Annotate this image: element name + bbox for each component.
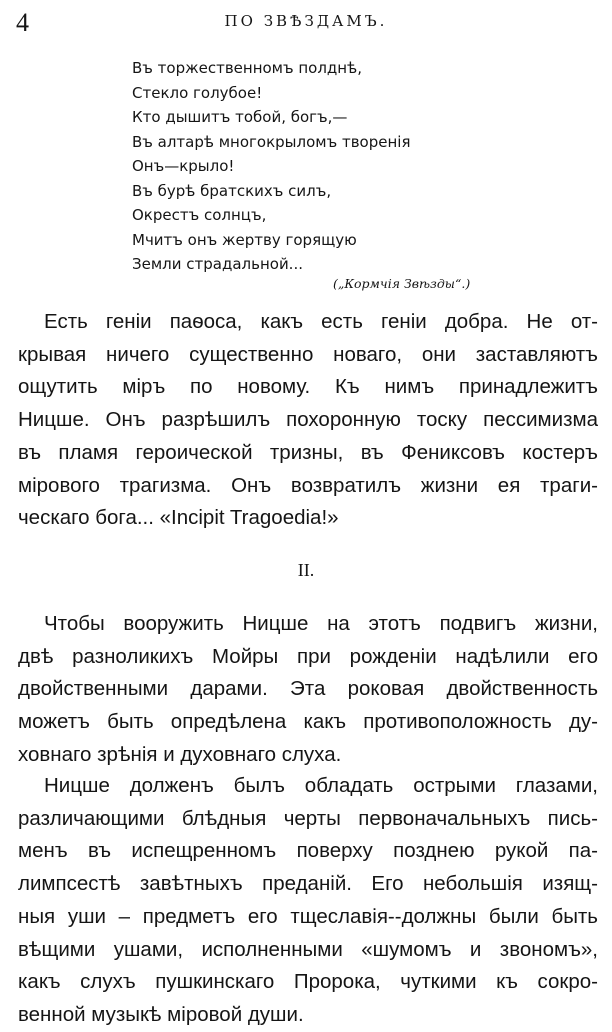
poem-line: Мчитъ онъ жертву горящую [132, 230, 357, 249]
text-line: двѣ разноликихъ Мойры при рожденіи надѣлили его [18, 644, 598, 668]
paragraph-mojry [18, 608, 598, 772]
poem-line: Стекло голубое! [132, 83, 263, 102]
text-line: мірового трагизма. Онъ возвратилъ жизни ея траги- [18, 473, 598, 497]
paragraph-genii-pathosa [18, 306, 598, 535]
poem-epigraph [132, 56, 492, 277]
text-line: Ницше. Онъ разрѣшилъ похоронную тоску пессимизма [18, 408, 598, 432]
text-line: ныя уши – предметъ его тщеславія--должны были быть [18, 904, 598, 928]
text-line: менъ въ испещренномъ поверху позднею рукой па- [18, 839, 598, 863]
text-line: въ пламя героической тризны, въ Фениксовъ костеръ [18, 440, 598, 464]
poem-line: Въ бурѣ братскихъ силъ, [132, 181, 332, 200]
text-line: лимпсестѣ завѣтныхъ преданій. Его небольшія изящ- [18, 872, 598, 896]
text-line: венной музыкѣ міровой души. [18, 1002, 304, 1026]
poem-source-citation: („Кормчія Звѣзды“.) [333, 276, 471, 291]
poem-line: Онъ—крыло! [132, 157, 235, 175]
text-line: крывая ничего существенно новаго, они заставляютъ [18, 342, 598, 366]
text-line: ховнаго зрѣнія и духовнаго слуха. [18, 742, 342, 766]
poem-line: Земли страдальной... [132, 255, 303, 273]
running-title: ПО ЗВѢЗДАМЪ. [224, 12, 388, 30]
text-line: различающими блѣдныя черты первоначальныхъ пись- [18, 806, 598, 830]
text-line: какъ слухъ пушкинскаго Пророка, чуткими къ сокро- [18, 970, 598, 994]
text-line: можетъ быть опредѣлена какъ противоположность ду- [18, 710, 598, 734]
text-line: вѣщими ушами, исполненными «шумомъ и звономъ», [18, 937, 598, 961]
page-number: 4 [16, 8, 29, 37]
text-line: Есть геніи паѳоса, какъ есть геніи добра. Не от- [44, 310, 598, 333]
section-heading: II. [297, 560, 315, 580]
text-line: Чтобы вооружить Ницше на этотъ подвигъ жизни, [44, 612, 598, 635]
poem-line: Въ алтарѣ многокрыломъ творенія [132, 132, 411, 151]
poem-line: Въ торжественномъ полднѣ, [132, 59, 362, 77]
text-line: ческаго бога... «Incipit Tragoedia!» [18, 506, 339, 530]
paragraph-glaza-i-ushi [18, 770, 598, 1032]
poem-line: Кто дышитъ тобой, богъ,— [132, 108, 348, 126]
poem-line: Окрестъ солнцъ, [132, 206, 267, 224]
text-line: ощутить міръ по новому. Къ нимъ принадлежитъ [18, 375, 598, 399]
text-line: Ницше долженъ былъ обладать острыми глазами, [44, 774, 598, 797]
text-line: двойственными дарами. Эта роковая двойственность [18, 677, 598, 701]
